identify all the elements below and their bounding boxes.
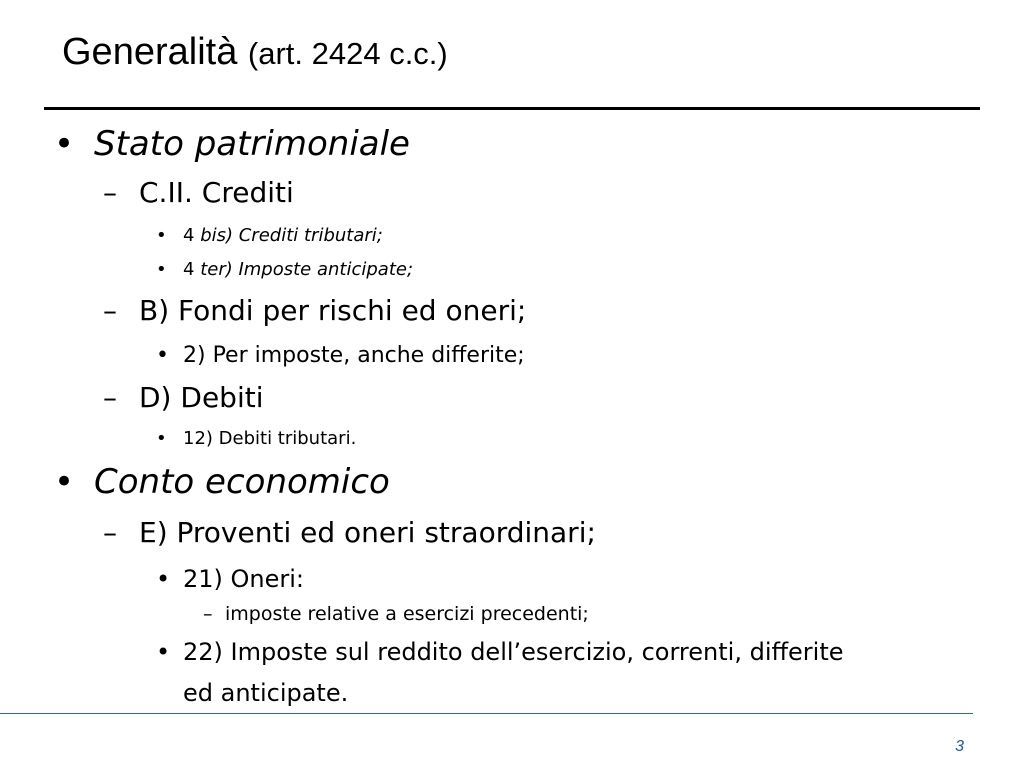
dash-marker: –: [103, 176, 117, 209]
subitem-fondi: [103, 294, 527, 328]
detail-text: 2) Per imposte, anche differite;: [183, 343, 525, 368]
subitem-label: B) Fondi per rischi ed oneri;: [139, 294, 527, 327]
detail-per-imposte: [156, 340, 525, 372]
bullet-marker: •: [156, 638, 171, 666]
subitem-label: E) Proventi ed oneri straordinari;: [139, 516, 596, 549]
dash-marker: –: [103, 516, 117, 549]
dash-marker: –: [103, 381, 117, 414]
subdetail-text: imposte relative a esercizi precedenti;: [225, 603, 589, 625]
subdetail-imposte-precedenti: [203, 602, 589, 626]
detail-crediti-tributari: [156, 224, 383, 248]
subitem-crediti: [103, 176, 294, 210]
detail-number: 4: [183, 225, 201, 246]
detail-imposte-anticipate: [156, 258, 414, 282]
bullet-marker: •: [156, 259, 167, 280]
title-subtitle: (art. 2424 c.c.): [247, 36, 448, 71]
detail-imposte-reddito-cont: [183, 675, 348, 711]
detail-oneri: [156, 561, 305, 597]
dash-marker: –: [203, 603, 213, 625]
footer-divider: [0, 713, 973, 714]
subitem-label: D) Debiti: [139, 381, 264, 414]
detail-text-line2: ed anticipate.: [183, 679, 349, 707]
bullet-marker: •: [156, 343, 169, 368]
bullet-marker: •: [156, 565, 171, 593]
subitem-label: C.II. Crediti: [139, 176, 294, 209]
detail-imposte-reddito: [156, 634, 844, 670]
dash-marker: –: [103, 294, 117, 327]
page-number: 3: [955, 738, 964, 755]
detail-number: 4: [183, 259, 201, 280]
bullet-marker: •: [54, 124, 75, 164]
detail-text: 12) Debiti tributari.: [183, 428, 357, 449]
detail-text-line1: 22) Imposte sul reddito dell’esercizio, correnti, differite: [183, 638, 844, 666]
bullet-conto-economico: [54, 462, 390, 502]
bullet-marker: •: [54, 462, 75, 502]
detail-text: 21) Oneri:: [183, 565, 305, 593]
subitem-straordinari: [103, 516, 596, 550]
bullet-marker: •: [156, 225, 167, 246]
bullet-label: Conto economico: [94, 462, 390, 502]
bullet-marker: •: [156, 428, 167, 449]
title-main: Generalità: [62, 31, 238, 73]
detail-text: ter) Imposte anticipate;: [200, 259, 414, 280]
detail-debiti-tributari: [156, 427, 357, 451]
subitem-debiti: [103, 381, 264, 415]
bullet-label: Stato patrimoniale: [94, 124, 410, 164]
detail-text: bis) Crediti tributari;: [200, 225, 383, 246]
bullet-stato-patrimoniale: [54, 124, 410, 164]
